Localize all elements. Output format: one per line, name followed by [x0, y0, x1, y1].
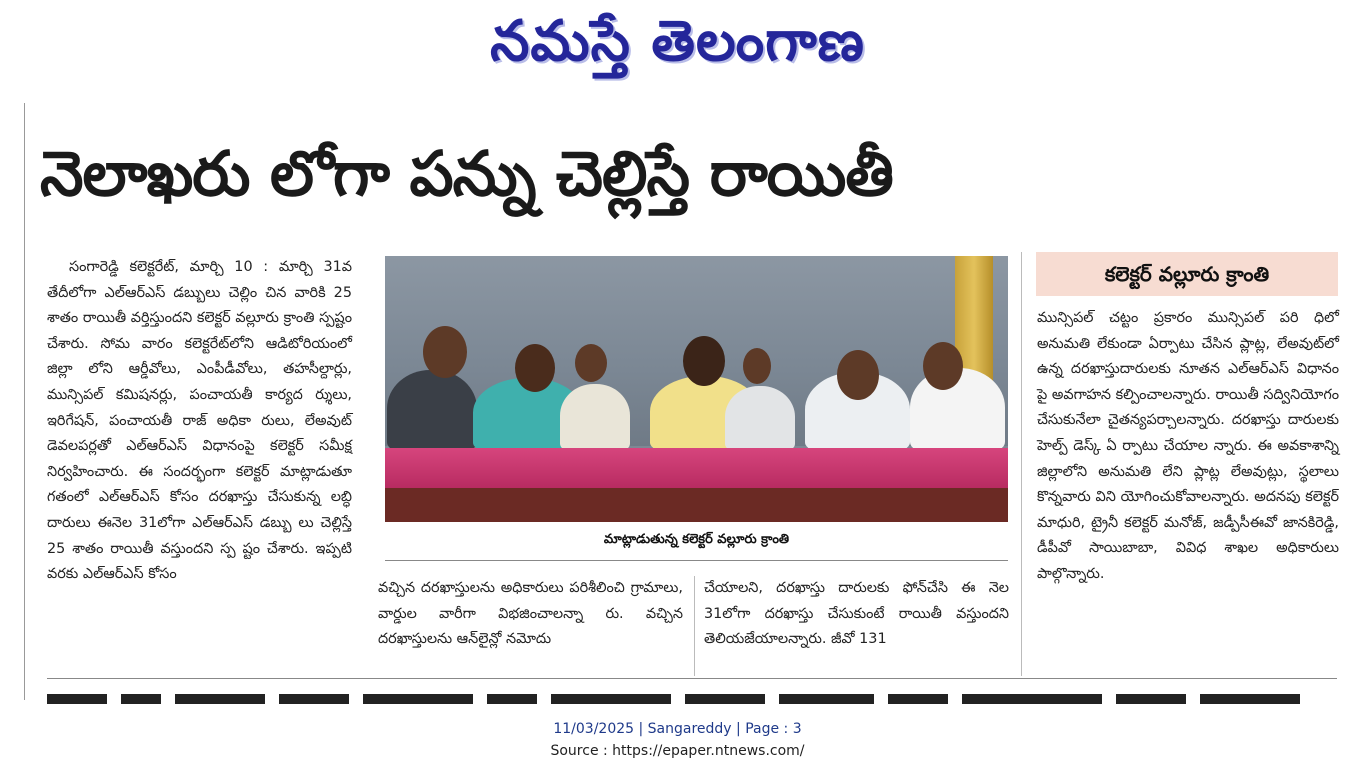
caption-rule	[385, 560, 1008, 561]
footer	[0, 718, 1355, 762]
footer-date-line: 11/03/2025 | Sangareddy | Page : 3	[553, 721, 802, 737]
column-rule	[1021, 252, 1022, 676]
footer-source-line: Source : https://epaper.ntnews.com/	[550, 743, 805, 759]
left-column-rule	[24, 103, 25, 700]
article-column-1: సంగారెడ్డి కలెక్టరేట్, మార్చి 10 : మార్చి 31వ తేదీలోగా ఎల్ఆర్ఎస్ డబ్బులు చెల్లిం చిన వారికి 25 శాతం రాయితీ వర్తిస్తుందని కలెక్టర్ వల్లూరు క్రాంతి స్పష్టం చేశారు. సోమ వారం కలెక్టరేట్‌లోని ఆడిటోరియంలో జిల్లా లోని ఆర్డీవోలు, ఎంపీడీవోలు, తహసీల్దార్లు, మున్సిపల్ కమిషనర్లు, పంచాయతీ కార్యద ర్శులు, ఇరిగేషన్, పంచాయతీ రాజ్ అధికా రులు, లేఅవుట్ డెవలపర్లతో ఎల్ఆర్ఎస్ విధానంపై కలెక్టర్ సమీక్ష నిర్వహించారు. ఈ సందర్భంగా కలెక్టర్ మాట్లాడుతూ గతంలో ఎల్ఆర్ఎస్ కోసం దరఖాస్తు చేసుకున్న లబ్ధి దారులు ఈనెల 31లోగా ఎల్ఆర్ఎస్ డబ్బు లు చెల్లిస్తే 25 శాతం రాయితీ వస్తుందని స్ప ష్టం చేశారు. ఇప్పటి వరకు ఎల్ఆర్ఎస్ కోసం	[47, 259, 352, 583]
photo-caption: మాట్లాడుతున్న కలెక్టర్ వల్లూరు క్రాంతి	[603, 532, 790, 547]
masthead-logo: నమస్తే తెలంగాణ	[490, 9, 865, 74]
next-article-strip	[47, 688, 1337, 704]
article-column-4: మున్సిపల్ చట్టం ప్రకారం మున్సిపల్ పరి ధిలో అనుమతి లేకుండా ఏర్పాటు చేసిన ప్లాట్ల, లేఅవుట్‌లో ఉన్న దరఖాస్తుదారులకు నూతన ఎల్ఆర్ఎస్ విధానం పై అవగాహన కల్పించాలన్నారు. రాయితీ సద్వినియోగం చేసుకునేలా చైతన్యపర్చాలన్నారు. దరఖాస్తు దారులకు హెల్ప్ డెస్క్ ఏ ర్పాటు చేయాల న్నారు. ఈ అవకాశాన్ని జిల్లాలోని అనుమతి లేని ప్లాట్ల లేఅవుట్లు, స్థలాలు కొన్నవారు విని యోగించుకోవాలన్నారు. అదనపు కలెక్టర్ మాధురి, ట్రైనీ కలెక్టర్ మనోజ్, జడ్పీసీఈవో జానకిరెడ్డి, డీపీవో సాయిబాబా, వివిధ శాఖల అధికారులు పాల్గొన్నారు.	[1037, 310, 1339, 582]
article-column-2: వచ్చిన దరఖాస్తులను అధికారులు పరిశీలించి గ్రామాలు, వార్డుల వారీగా విభజించాలన్నా రు. వచ్చిన దరఖాస్తులను ఆన్‌లైన్లో నమోదు	[378, 580, 683, 648]
sidebar-title-box: కలెక్టర్ వల్లూరు క్రాంతి	[1036, 252, 1338, 296]
column-rule	[694, 576, 695, 676]
headline: నెలాఖరు లోగా పన్ను చెల్లిస్తే రాయితీ	[40, 137, 893, 210]
news-photo	[385, 256, 1008, 522]
article-column-3: చేయాలని, దరఖాస్తు దారులకు ఫోన్‌చేసి ఈ నెల 31లోగా దరఖాస్తు చేసుకుంటే రాయితీ వస్తుందని తెలియజేయాలన్నారు. జీవో 131	[704, 580, 1009, 648]
bottom-rule	[47, 678, 1337, 679]
